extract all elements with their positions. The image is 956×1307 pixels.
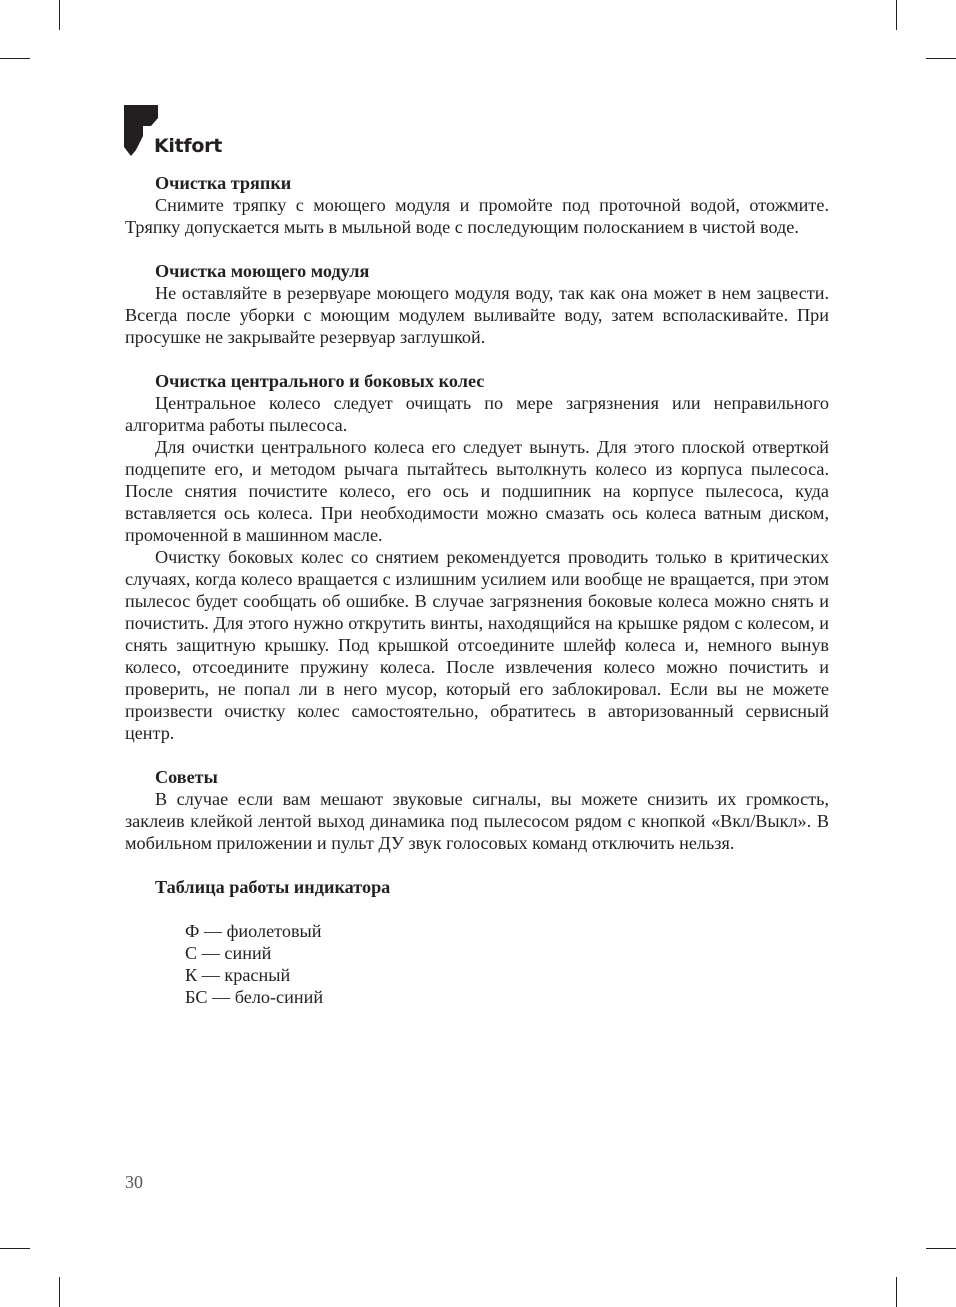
crop-mark bbox=[926, 58, 956, 59]
crop-mark bbox=[0, 58, 30, 59]
paragraph: Очистку боковых колес со снятием рекомендуется проводить только в критических случаях, когда колесо вращается с излишним усилием или вообще не вращается, при этом пылесос будет сообщать об ошибке. В случае загрязнения боковые колеса можно снять и почистить. Для этого нужно открутить винты, находящийся на крышке рядом с колесом, и снять защитную крышку. Под крышкой отсоедините шлейф колеса и, немного вынув колесо, отсоедините пружину колеса. После извлечения колесо можно почистить и проверить, не попал ли в него мусор, который его заблокировал. Если вы не можете произвести очистку колес самостоятельно, обратитесь в авторизованный сервисный центр. bbox=[125, 547, 829, 743]
section-heading: Советы bbox=[155, 767, 218, 787]
paragraph: Не оставляйте в резервуаре моющего модуля воду, так как она может в нем зацвести. Всегда после уборки с моющим модулем выливайте воду, затем всполаскивайте. При просушке не закрывайте резервуар заглушкой. bbox=[125, 283, 829, 347]
section-module-cleaning bbox=[125, 260, 829, 348]
section-heading: Очистка моющего модуля bbox=[155, 261, 370, 281]
section-rag-cleaning bbox=[125, 172, 829, 238]
legend-item: Ф — фиолетовый bbox=[185, 921, 322, 941]
section-heading: Очистка тряпки bbox=[155, 173, 292, 193]
legend-item: БС — бело-синий bbox=[185, 987, 324, 1007]
legend-item: С — синий bbox=[185, 943, 272, 963]
section-heading: Очистка центрального и боковых колес bbox=[155, 371, 485, 391]
crop-mark bbox=[59, 0, 60, 30]
paragraph: Снимите тряпку с моющего модуля и промойте под проточной водой, отожмите. Тряпку допускается мыть в мыльной воде с последующим полосканием в чистой воде. bbox=[125, 195, 829, 237]
section-wheels-cleaning bbox=[125, 370, 829, 744]
page-content bbox=[125, 172, 829, 1008]
legend-item: К — красный bbox=[185, 965, 291, 985]
logo-text: Kitfort bbox=[154, 135, 222, 157]
paragraph: В случае если вам мешают звуковые сигналы, вы можете снизить их громкость, заклеив клейкой лентой выход динамика под пылесосом рядом с кнопкой «Вкл/Выкл». В мобильном приложении и пульт ДУ звук голосовых команд отключить нельзя. bbox=[125, 789, 829, 853]
crop-mark bbox=[896, 1277, 897, 1307]
crop-mark bbox=[59, 1277, 60, 1307]
section-tips bbox=[125, 766, 829, 854]
section-heading: Таблица работы индикатора bbox=[155, 877, 391, 897]
page-number: 30 bbox=[125, 1172, 143, 1192]
crop-mark bbox=[896, 0, 897, 30]
crop-mark bbox=[0, 1248, 30, 1249]
section-indicator-table bbox=[125, 876, 829, 1008]
paragraph: Для очистки центрального колеса его следует вынуть. Для этого плоской отверткой подцепите его, и методом рычага пытайтесь вытолкнуть колесо из корпуса пылесоса. После снятия почистите колесо, его ось и подшипник на корпусе пылесоса, куда вставляется ось колеса. При необходимости можно смазать ось колеса ватным диском, промоченной в машинном масле. bbox=[125, 437, 829, 545]
crop-mark bbox=[926, 1248, 956, 1249]
kitfort-logo bbox=[124, 105, 224, 157]
paragraph: Центральное колесо следует очищать по мере загрязнения или неправильного алгоритма работы пылесоса. bbox=[125, 393, 829, 435]
